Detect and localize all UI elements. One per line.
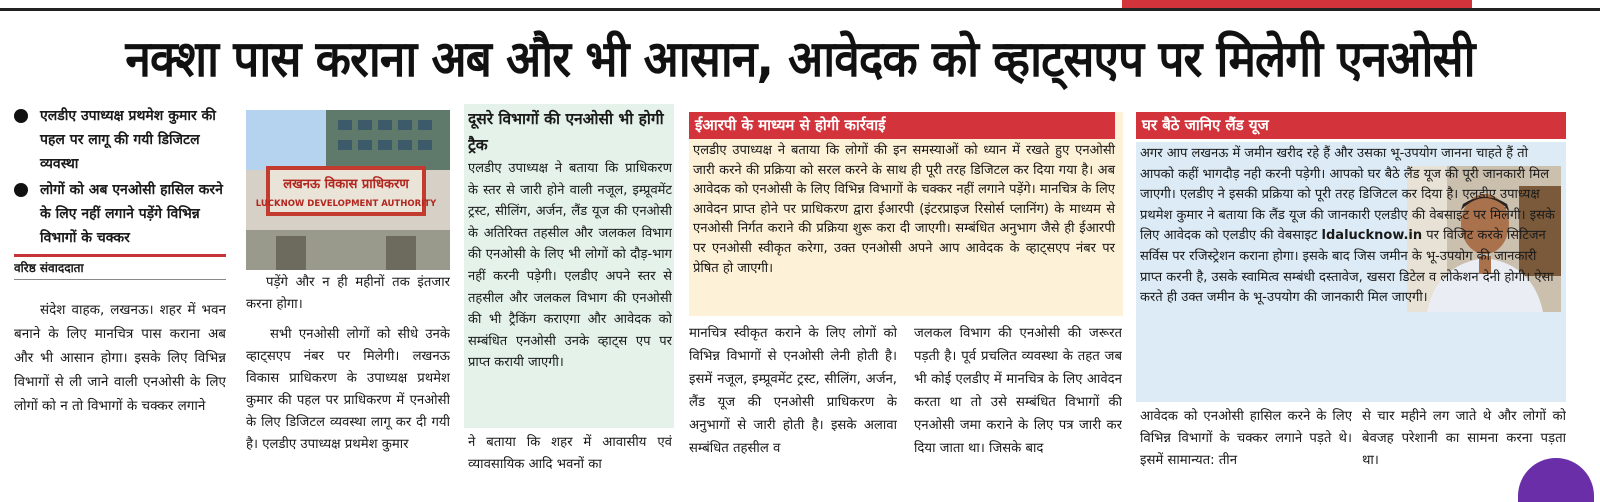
bullet-icon bbox=[14, 109, 28, 123]
column-3-box bbox=[468, 106, 672, 430]
column-6 bbox=[1140, 406, 1352, 486]
box-heading-bar: ईआरपी के माध्यम से होगी कार्रवाई bbox=[689, 112, 1115, 139]
column-5 bbox=[914, 322, 1122, 486]
bullet-icon bbox=[14, 183, 28, 197]
article-paragraph: पड़ेंगे और न ही महीनों तक इंतजार करना होगा। bbox=[246, 275, 450, 312]
building-image bbox=[246, 110, 450, 270]
column-4 bbox=[689, 322, 897, 486]
masthead-red-tab bbox=[1122, 0, 1472, 8]
box-paragraph: अगर आप लखनऊ में जमीन खरीद रहे हैं और उसका भू-उपयोग जानना चाहते हैं तो आपको कहीं भागदौड़ नही करनी पड़ेगी। आपको घर बैठे लैंड यूज की पूरी जानकारी मिल जाएगी। एलडीए ने इसकी प्रक्रिया को पूरी तरह डिजिटल कर दिया है। एलडीए उपाध्यक्ष प्रथमेश कुमार ने बताया कि लैंड यूज की जानकारी एलडीए की वेबसाइट पर मिलेगी। इसके लिए आवेदक को एलडीए की वेबसाइट ldalucknow.in पर विजिट करके सिटिजन सर्विस पर रजिस्ट्रेशन कराना होगा। इसके बाद जिस जमीन के भू-उपयोग की जानकारी प्राप्त करनी है, उसके स्वामित्व सम्बंधी दस्तावेज, खसरा डिटेल व लोकेशन देनी होगी। ऐसा करते ही उक्त जमीन के भू-उपयोग की जानकारी मिल जाएगी। bbox=[1140, 146, 1555, 306]
article-paragraph: आवेदक को एनओसी हासिल करने के लिए विभिन्न विभागों के चक्कर लगाने पड़ते थे। इसमें सामान्यत: तीन bbox=[1140, 409, 1352, 468]
column-3-bottom bbox=[468, 432, 672, 486]
sign-english-text: LUCKNOW DEVELOPMENT AUTHORITY bbox=[255, 199, 437, 209]
article-paragraph: ने बताया कि शहर में आवासीय एवं व्यावसायिक आदि भवनों का bbox=[468, 435, 672, 472]
sign-hindi-text: लखनऊ विकास प्राधिकरण bbox=[283, 177, 409, 192]
article-paragraph: जलकल विभाग की एनओसी की जरूरत पड़ती है। पूर्व प्रचलित व्यवस्था के तहत जब भी कोई एलडीए में मानचित्र के लिए आवेदन करता था तो उसे सम्बंधित विभागों की एनओसी जमा कराने के लिए पत्र जारी कर दिया जाता था। जिसके बाद bbox=[914, 326, 1122, 456]
article-headline: नक्शा पास कराना अब और भी आसान, आवेदक को व्हाट्सएप पर मिलेगी एनओसी bbox=[125, 30, 1475, 88]
highlight-item: लोगों को अब एनओसी हासिल करने के लिए नहीं लगाने पड़ेंगे विभिन्न विभागों के चक्कर bbox=[14, 178, 226, 250]
website-link[interactable]: ldalucknow.in bbox=[1321, 228, 1423, 244]
blue-box-header bbox=[1136, 112, 1566, 142]
article-paragraph: मानचित्र स्वीकृत कराने के लिए लोगों को विभिन्न विभागों से एनओसी लेनी होती है। इसमें नजूल, इम्प्रूवमेंट ट्रस्ट, सीलिंग, अर्जन, लैंड यूज की एनओसी प्राधिकरण के अनुभागों से जारी होती है। इसके अलावा सम्बंधित तहसील व bbox=[689, 326, 897, 456]
column-1 bbox=[14, 104, 226, 486]
red-divider bbox=[14, 254, 226, 257]
blue-box-content bbox=[1140, 144, 1562, 404]
page-top-strip bbox=[0, 0, 1600, 12]
article-paragraph: संदेश वाहक, लखनऊ। शहर में भवन बनाने के लिए मानचित्र पास कराना अब और भी आसान होगा। इसके लिए विभिन्न विभागों से ली जाने वाली एनओसी के लिए लोगों को न तो विभागों के चक्कर लगाने bbox=[14, 302, 226, 414]
article-paragraph: सभी एनओसी लोगों को सीधे उनके व्हाट्सएप नंबर पर मिलेगी। लखनऊ विकास प्राधिकरण के उपाध्यक्ष प्रथमेश कुमार की पहल पर प्राधिकरण में एनओसी के लिए डिजिटल व्यवस्था लागू कर दी गयी है। एलडीए उपाध्यक्ष प्रथमेश कुमार bbox=[246, 327, 450, 452]
yellow-box-content bbox=[689, 112, 1123, 318]
box-heading-bar: घर बैठे जानिए लैंड यूज bbox=[1136, 112, 1566, 139]
box-heading: दूसरे विभागों की एनओसी भी होगी ट्रैक bbox=[468, 110, 664, 154]
highlight-item: एलडीए उपाध्यक्ष प्रथमेश कुमार की पहल पर लागू की गयी डिजिटल व्यवस्था bbox=[14, 104, 226, 176]
box-paragraph: एलडीए उपाध्यक्ष ने बताया कि लोगों की इन समस्याओं को ध्यान में रखते हुए एनओसी जारी करने की प्रक्रिया को सरल करने के साथ ही पूरी तरह डिजिटल कर दिया गया है। अब आवेदक को एनओसी के लिए विभिन्न विभागों के चक्कर नहीं लगाने पड़ेंगे। मानचित्र के लिए आवेदन प्राप्त होने पर प्राधिकरण द्वारा ईआरपी (इंटरप्राइज रिसोर्स प्लानिंग) के माध्यम से एनओसी निर्गत कराने की प्रक्रिया शुरू करा दी जाएगी। सम्बंधित अनुभाग जैसे ही ईआरपी पर एनओसी स्वीकृत करेगा, उक्त एनओसी अपने आप आवेदक के व्हाट्सएप नंबर पर प्रेषित हो जाएगी। bbox=[693, 143, 1115, 276]
masthead-rule bbox=[0, 8, 1600, 11]
article-paragraph: से चार महीने लग जाते थे और लोगों को बेवजह परेशानी का सामना करना पड़ता था। bbox=[1362, 409, 1566, 468]
column-2 bbox=[246, 272, 450, 486]
byline: वरिष्ठ संवाददाता bbox=[14, 259, 226, 280]
box-paragraph: एलडीए उपाध्यक्ष ने बताया कि प्राधिकरण के स्तर से जारी होने वाली नजूल, इम्प्रूवमेंट ट्रस्ट, सीलिंग, अर्जन, लैंड यूज की एनओसी के अतिरिक्त तहसील और जलकल विभाग की एनओसी के लिए भी लोगों को दौड़-भाग नहीं करनी पड़ेगी। एलडीए अपने स्तर से तहसील और जलकल विभाग की एनओसी की भी ट्रैकिंग कराएगा और आवेदक को सम्बंधित एनओसी उनके व्हाट्स एप पर प्राप्त करायी जाएगी। bbox=[468, 161, 672, 371]
lda-building-photo bbox=[246, 110, 450, 270]
